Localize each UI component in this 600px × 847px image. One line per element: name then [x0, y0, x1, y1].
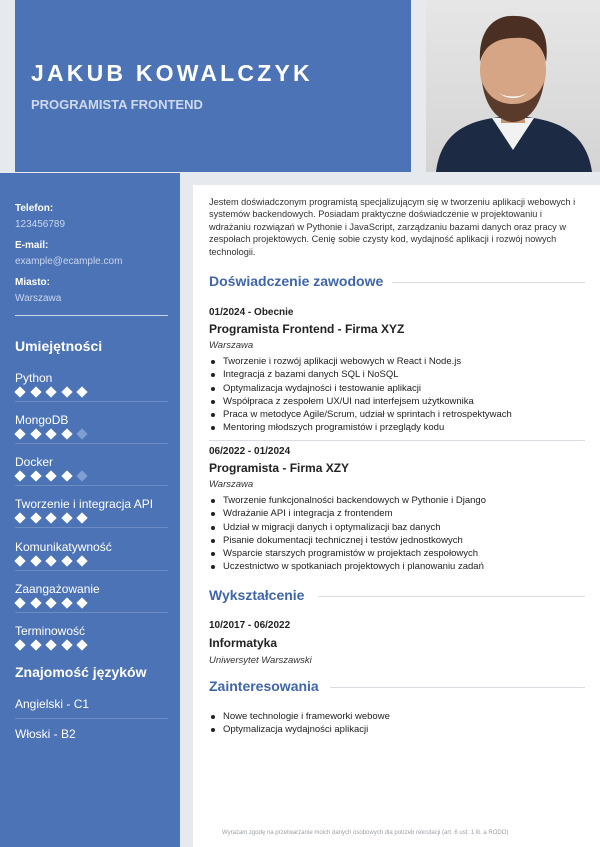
- list-item: Integracja z bazami danych SQL i NoSQL: [209, 368, 589, 381]
- languages-title: Znajomość języków: [15, 664, 147, 680]
- interests-title: Zainteresowania: [209, 678, 319, 694]
- skill-name: Terminowość: [15, 624, 86, 638]
- education-field: Informatyka: [209, 636, 278, 650]
- candidate-role: PROGRAMISTA FRONTEND: [31, 97, 203, 112]
- candidate-name: JAKUB KOWALCZYK: [31, 60, 313, 86]
- list-item: Optymalizacja wydajności aplikacji: [209, 723, 589, 736]
- job-date: 01/2024 - Obecnie: [209, 307, 294, 318]
- education-school: Uniwersytet Warszawski: [209, 655, 312, 666]
- skill-name: Docker: [15, 455, 54, 469]
- list-item: Wdrażanie API i integracja z frontendem: [209, 507, 589, 520]
- sidebar-gap: [180, 185, 193, 847]
- job-date: 06/2022 - 01/2024: [209, 446, 291, 457]
- portrait-illustration: [426, 0, 600, 172]
- skill-name: Komunikatywność: [15, 540, 112, 554]
- education-title: Wykształcenie: [209, 587, 305, 603]
- job-title: Programista Frontend - Firma XYZ: [209, 322, 405, 336]
- skill-name: Zaangażowanie: [15, 582, 100, 596]
- skill-name: Tworzenie i integracja API: [15, 497, 154, 511]
- language-divider: [15, 718, 168, 719]
- list-item: Wsparcie starszych programistów w projektach zespołowych: [209, 547, 589, 560]
- phone-label: Telefon:: [15, 203, 54, 214]
- job-title: Programista - Firma XZY: [209, 461, 350, 475]
- skill-divider: [15, 485, 168, 486]
- experience-title: Doświadczenie zawodowe: [209, 273, 384, 289]
- list-item: Udział w migracji danych i optymalizacji baz danych: [209, 521, 589, 534]
- skills-title: Umiejętności: [15, 338, 103, 354]
- job-duties: [209, 494, 589, 574]
- list-item: Pisanie dokumentacji technicznej i testów jednostkowych: [209, 534, 589, 547]
- skill-name: MongoDB: [15, 413, 69, 427]
- profile-photo: [426, 0, 600, 172]
- job-duties: [209, 355, 589, 435]
- job-location: Warszawa: [209, 479, 254, 490]
- email-label: E-mail:: [15, 240, 49, 251]
- language-item: Angielski - C1: [15, 697, 90, 711]
- skill-name: Python: [15, 371, 53, 385]
- skill-divider: [15, 570, 168, 571]
- profile-summary: Jestem doświadczonym programistą specjalizującym się w tworzeniu aplikacji webowych i systemów backendowych. Posiadam praktyczne doświadczenie w projektowaniu i wdrażaniu rozwiązań w Pythonie i JavaScript, zarządzaniu bazami danych oraz pracy w zespołach projektowych. Cenię sobie czysty kod, wydajność aplikacji i rozwój nowych technologii.: [209, 197, 576, 257]
- job-location: Warszawa: [209, 340, 254, 351]
- gdpr-consent: Wyrażam zgodę na przetwarzanie moich danych osobowych dla potrzeb rekrutacji (art. 6 ust. 1 lit. a RODO): [222, 830, 509, 836]
- education-date: 10/2017 - 06/2022: [209, 620, 291, 631]
- education-title-line: [318, 596, 585, 597]
- interests-list: [209, 710, 589, 737]
- list-item: Uczestnictwo w spotkaniach projektowych i planowaniu zadań: [209, 560, 589, 573]
- city-value: Warszawa: [15, 293, 62, 304]
- list-item: Nowe technologie i frameworki webowe: [209, 710, 589, 723]
- list-item: Mentoring młodszych programistów i przeglądy kodu: [209, 421, 589, 434]
- list-item: Tworzenie i rozwój aplikacji webowych w React i Node.js: [209, 355, 589, 368]
- list-item: Praca w metodyce Agile/Scrum, udział w sprintach i retrospektywach: [209, 408, 589, 421]
- skill-divider: [15, 527, 168, 528]
- phone-value: 123456789: [15, 219, 66, 230]
- email-value: example@ecample.com: [15, 256, 123, 267]
- language-item: Włoski - B2: [15, 727, 76, 741]
- skill-divider: [15, 612, 168, 613]
- list-item: Optymalizacja wydajności i testowanie aplikacji: [209, 382, 589, 395]
- city-label: Miasto:: [15, 277, 50, 288]
- list-item: Współpraca z zespołem UX/UI nad interfejsem użytkownika: [209, 395, 589, 408]
- skill-divider: [15, 401, 168, 402]
- list-item: Tworzenie funkcjonalności backendowych w Pythonie i Django: [209, 494, 589, 507]
- contact-divider: [15, 315, 168, 316]
- experience-title-line: [392, 282, 585, 283]
- job-divider: [209, 440, 585, 441]
- interests-title-line: [330, 687, 585, 688]
- skill-divider: [15, 443, 168, 444]
